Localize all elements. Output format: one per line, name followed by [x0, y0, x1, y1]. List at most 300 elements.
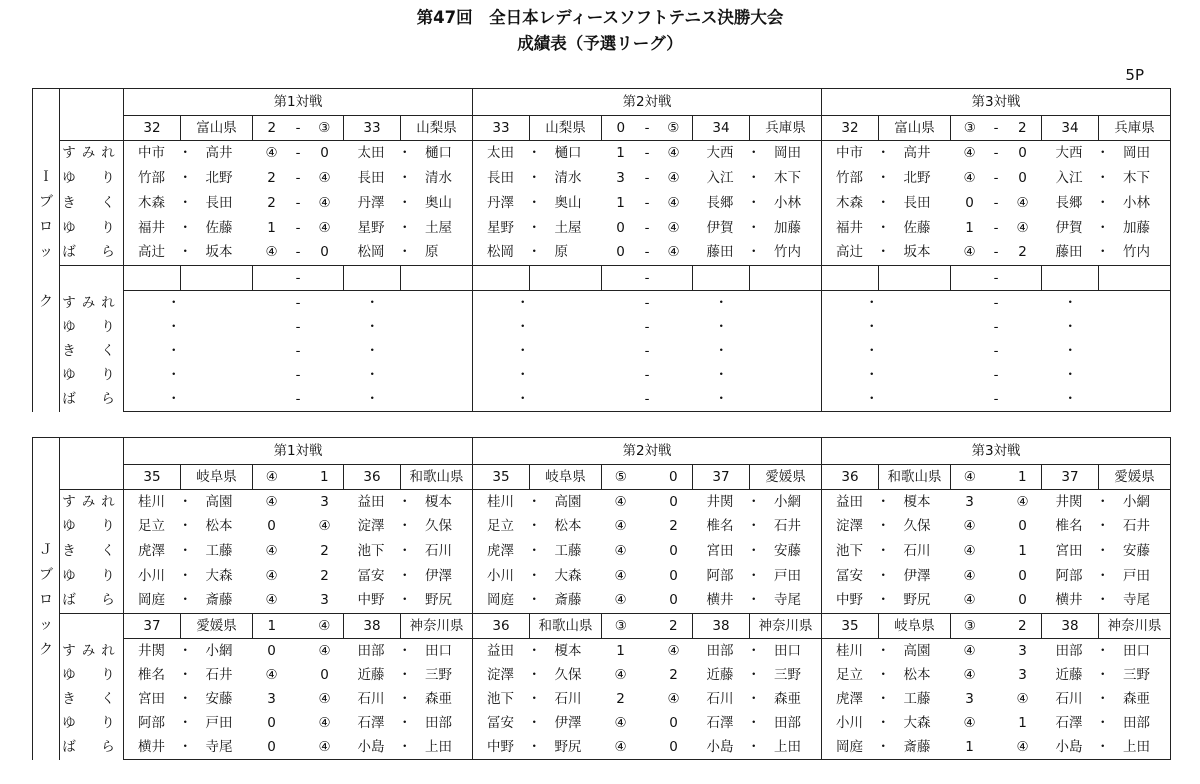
match-score: ④	[318, 715, 331, 731]
score-dash	[640, 588, 655, 613]
player-name: 足立	[487, 518, 514, 534]
player-pair: 長郷 ・ 小林	[693, 190, 822, 215]
player-name: 大森	[205, 567, 233, 584]
match-score: ④	[951, 588, 989, 613]
player-pair: 益田 ・ 榎本	[822, 490, 879, 515]
player-name: 高園	[903, 642, 931, 659]
team-name: 兵庫県	[750, 116, 822, 141]
match-score: ④	[614, 518, 627, 534]
player-pair: 岡庭 ・ 斎藤	[822, 735, 879, 760]
player-name: 宮田	[138, 691, 165, 707]
player-name: 工藤	[554, 542, 582, 559]
player-pair: 高辻 ・ 坂本	[124, 240, 181, 265]
team-number: 37	[124, 613, 181, 638]
team-name: 山梨県	[530, 116, 602, 141]
player-spacer	[879, 363, 951, 387]
match-score	[602, 363, 640, 387]
player-pair: ・	[344, 363, 473, 387]
player-name: 益田	[836, 494, 863, 510]
match-score	[951, 387, 989, 412]
score-dash: -	[640, 387, 655, 412]
player-name: 久保	[425, 518, 452, 534]
player-pair: 田部 ・ 田口	[693, 638, 822, 663]
match-score: 0	[669, 542, 678, 559]
match-score: 0	[253, 638, 291, 663]
player-name: 虎澤	[487, 542, 514, 559]
match-score	[1004, 315, 1042, 339]
score-dash	[989, 588, 1004, 613]
match-score	[602, 339, 640, 363]
player-spacer	[530, 290, 602, 315]
team-score: ④	[306, 613, 344, 638]
player-pair: 宮田 ・ 安藤	[1042, 538, 1171, 563]
team-score	[253, 265, 291, 290]
score-dash	[640, 638, 655, 663]
score-dash	[291, 588, 306, 613]
player-name: 榎本	[554, 642, 582, 659]
match-score: ④	[253, 240, 291, 265]
player-pair: 長郷 ・ 小林	[1042, 190, 1171, 215]
score-dash	[291, 538, 306, 563]
match-score: 0	[1004, 141, 1042, 166]
player-name: 丹澤	[487, 194, 514, 211]
block-label-char	[33, 339, 60, 363]
player-spacer	[181, 363, 253, 387]
row-name-header	[60, 438, 124, 465]
player-pair: 石澤 ・ 田部	[693, 711, 822, 735]
match-score: 0	[669, 715, 678, 731]
player-pair: 中野 ・ 野尻	[473, 735, 530, 760]
player-pair: 石澤 ・ 田部	[1042, 711, 1171, 735]
row-name: き く	[60, 190, 124, 215]
player-name: 小川	[487, 567, 514, 584]
block-label-char: ブ	[33, 190, 60, 215]
player-name: 椎名	[1055, 518, 1083, 534]
player-name: 田部	[357, 642, 385, 659]
player-pair: ・	[344, 290, 473, 315]
player-name: 田口	[1123, 642, 1150, 659]
player-spacer	[530, 387, 602, 412]
match-score: ④	[667, 219, 680, 236]
score-dash: -	[291, 387, 306, 412]
player-name: 田口	[425, 642, 452, 659]
team-name: 岐阜県	[879, 613, 951, 638]
match-score: ④	[614, 542, 627, 559]
block-label-char	[33, 490, 60, 515]
player-name: 斎藤	[903, 739, 931, 755]
player-pair: ・	[822, 363, 879, 387]
team-score	[1004, 265, 1042, 290]
player-name: 竹内	[1123, 244, 1150, 261]
player-name: 福井	[836, 219, 863, 236]
match-score: 2	[616, 691, 625, 707]
page-title: 第47回 全日本レディースソフトテニス決勝大会	[416, 8, 784, 27]
player-name: 石井	[205, 667, 233, 683]
block-label-cell	[33, 116, 60, 141]
player-name: 寺尾	[774, 592, 801, 609]
player-name: 伊澤	[554, 715, 582, 731]
match-score: 1	[1018, 542, 1027, 559]
player-name: 小川	[836, 715, 863, 731]
player-pair: ・	[124, 387, 181, 412]
match-score: ④	[1004, 490, 1042, 515]
row-name: ば ら	[60, 240, 124, 265]
team-number: 32	[822, 116, 879, 141]
match-score: 0	[616, 219, 625, 236]
match-score: ④	[667, 194, 680, 211]
round-header: 第3対戦	[822, 89, 1171, 116]
team-number	[693, 265, 750, 290]
score-dash	[640, 538, 655, 563]
player-name: 樋口	[554, 145, 582, 161]
player-pair: 虎澤 ・ 工藤	[124, 538, 181, 563]
player-name: 松本	[554, 518, 582, 534]
player-name: 工藤	[205, 542, 233, 559]
match-score: ④	[265, 667, 278, 683]
match-score: 3	[306, 490, 344, 515]
player-name: 大森	[554, 567, 582, 584]
player-name: 福井	[138, 219, 165, 236]
player-name: 中市	[138, 145, 165, 161]
player-name: 宮田	[1055, 542, 1083, 559]
player-pair: 福井 ・ 佐藤	[822, 215, 879, 240]
player-name: 斎藤	[205, 592, 233, 609]
team-score: 0	[655, 465, 693, 490]
score-dash: -	[644, 367, 650, 383]
team-number: 37	[693, 465, 750, 490]
row-name: すみれ	[60, 290, 124, 315]
player-pair: 星野 ・ 土屋	[344, 215, 473, 240]
match-score: 0	[267, 715, 276, 731]
score-dash	[989, 465, 1004, 490]
player-pair: ・	[822, 387, 879, 412]
player-name: 椎名	[138, 667, 165, 683]
player-name: 中野	[836, 592, 863, 609]
player-pair: 岡庭 ・ 斎藤	[124, 588, 181, 613]
match-score: 0	[253, 735, 291, 760]
player-pair: 岡庭 ・ 斎藤	[473, 588, 530, 613]
row-name: ゆ り	[60, 663, 124, 687]
player-spacer	[530, 339, 602, 363]
page-subtitle: 成績表（予選リーグ）	[517, 34, 683, 53]
player-name: 太田	[487, 145, 514, 161]
team-number	[344, 265, 401, 290]
score-dash: -	[295, 367, 301, 383]
player-name: 三野	[425, 667, 452, 683]
block-label-char	[33, 265, 60, 290]
match-score: ④	[963, 567, 976, 584]
match-score: 1	[602, 141, 640, 166]
score-dash	[989, 514, 1004, 538]
score-dash: -	[295, 219, 301, 236]
score-dash: -	[993, 194, 999, 211]
player-name: 井関	[138, 642, 165, 659]
match-score: ④	[253, 490, 291, 515]
player-pair: 中野 ・ 野尻	[344, 588, 473, 613]
player-name: 久保	[554, 667, 582, 683]
player-pair: ・	[822, 339, 879, 363]
team-number: 34	[1042, 116, 1099, 141]
player-name: 戸田	[774, 567, 801, 584]
player-pair: ・	[124, 315, 181, 339]
score-dash: -	[291, 240, 306, 265]
match-score: ④	[1004, 735, 1042, 760]
page-number: 5P	[1125, 66, 1144, 84]
player-name: 加藤	[1123, 219, 1150, 236]
player-name: 岡田	[774, 145, 801, 161]
match-score	[951, 363, 989, 387]
match-score: 3	[1018, 667, 1027, 683]
match-score: 0	[602, 240, 640, 265]
player-name: 野尻	[425, 592, 452, 609]
match-score: 0	[669, 567, 678, 584]
team-name: 愛媛県	[750, 465, 822, 490]
match-score: ④	[318, 691, 331, 707]
player-name: 池下	[836, 542, 863, 559]
score-dash	[291, 490, 306, 515]
score-dash: -	[640, 240, 655, 265]
player-name: 井関	[1055, 494, 1083, 510]
match-score	[253, 363, 291, 387]
team-score: ③	[951, 116, 989, 141]
player-name: 清水	[425, 169, 452, 186]
player-name: 長田	[903, 194, 931, 211]
player-pair: 宮田 ・ 安藤	[124, 687, 181, 711]
row-name: ゆ り	[60, 563, 124, 588]
player-name: 小林	[1123, 194, 1150, 211]
match-score: ④	[1016, 219, 1029, 236]
player-pair: 椎名 ・ 石井	[693, 514, 822, 538]
team-score	[602, 265, 640, 290]
row-name: ば ら	[60, 387, 124, 412]
match-score: ④	[655, 141, 693, 166]
player-name: 森亜	[774, 691, 801, 707]
player-pair: 藤田 ・ 竹内	[693, 240, 822, 265]
score-dash: -	[644, 343, 650, 359]
block-label-char	[33, 711, 60, 735]
player-name: 池下	[357, 542, 385, 559]
player-name: 阿部	[1055, 567, 1083, 584]
match-score	[1004, 339, 1042, 363]
player-pair: ・	[473, 387, 530, 412]
score-dash	[640, 514, 655, 538]
player-pair: 近藤 ・ 三野	[1042, 663, 1171, 687]
team-number: 38	[693, 613, 750, 638]
row-name: ゆ り	[60, 215, 124, 240]
match-score: ④	[265, 567, 278, 584]
match-score: ④	[963, 518, 976, 534]
score-dash: -	[291, 290, 306, 315]
team-number: 33	[473, 116, 530, 141]
match-score: 0	[306, 141, 344, 166]
player-pair: ・	[822, 290, 879, 315]
block-label-char: ッ	[33, 240, 60, 265]
player-name: 高園	[554, 494, 582, 510]
player-name: 横井	[1055, 592, 1083, 609]
score-dash: -	[989, 387, 1004, 412]
match-score: ④	[602, 490, 640, 515]
player-name: 石井	[774, 518, 801, 534]
player-name: 高井	[205, 145, 233, 161]
match-score	[602, 290, 640, 315]
match-score: 2	[267, 194, 276, 211]
block-label-char: ロ	[33, 215, 60, 240]
score-dash	[989, 638, 1004, 663]
player-pair: 近藤 ・ 三野	[693, 663, 822, 687]
team-score	[306, 265, 344, 290]
team-name: 和歌山県	[530, 613, 602, 638]
player-name: 高井	[903, 145, 931, 161]
block-label-char: ク	[33, 290, 60, 315]
score-dash: -	[989, 265, 1004, 290]
player-name: 小網	[774, 494, 801, 510]
match-score: 1	[267, 219, 276, 236]
player-name: 土屋	[554, 219, 582, 236]
player-name: 長郷	[1055, 194, 1083, 211]
player-name: 石川	[1055, 691, 1083, 707]
player-name: 高園	[205, 494, 233, 510]
player-pair: 田部 ・ 田口	[1042, 638, 1171, 663]
player-name: 益田	[357, 494, 385, 510]
match-score: ④	[318, 518, 331, 534]
player-pair: ・	[124, 363, 181, 387]
player-name: 阿部	[138, 715, 165, 731]
score-dash	[989, 563, 1004, 588]
score-dash: -	[640, 141, 655, 166]
player-name: 石澤	[1055, 715, 1083, 731]
block-label-char: Ｉ	[33, 165, 60, 190]
player-name: 小川	[138, 567, 165, 584]
block-label-char: ッ	[33, 613, 60, 638]
player-pair: 福井 ・ 佐藤	[124, 215, 181, 240]
player-pair: ・	[693, 363, 822, 387]
block-label-char: Ｊ	[33, 538, 60, 563]
score-dash: -	[993, 343, 999, 359]
player-name: 虎澤	[836, 691, 863, 707]
block-label-char: ブ	[33, 563, 60, 588]
player-pair: 丹澤 ・ 奥山	[473, 190, 530, 215]
score-dash	[291, 687, 306, 711]
score-dash: -	[291, 116, 306, 141]
player-pair: ・	[124, 339, 181, 363]
team-name: 神奈川県	[401, 613, 473, 638]
match-score	[951, 339, 989, 363]
player-name: 上田	[774, 739, 801, 755]
team-score: 2	[655, 613, 693, 638]
player-spacer	[181, 387, 253, 412]
player-name: 淀澤	[487, 667, 514, 683]
team-score: 0	[602, 116, 640, 141]
player-pair: 池下 ・ 石川	[344, 538, 473, 563]
team-name	[879, 265, 951, 290]
match-score: 1	[1018, 715, 1027, 731]
block-label-char	[33, 663, 60, 687]
player-name: 森亜	[425, 691, 452, 707]
player-name: 近藤	[1055, 667, 1083, 683]
player-pair: ・	[693, 315, 822, 339]
player-pair: 宮田 ・ 安藤	[693, 538, 822, 563]
match-score	[1004, 290, 1042, 315]
player-pair: 石川 ・ 森亜	[344, 687, 473, 711]
player-name: 足立	[138, 518, 165, 534]
player-pair: 太田 ・ 樋口	[473, 141, 530, 166]
player-pair: ・	[693, 387, 822, 412]
match-score: 1	[616, 194, 625, 211]
row-name-header	[60, 89, 124, 116]
row-name: ゆ り	[60, 711, 124, 735]
match-score	[655, 339, 693, 363]
score-dash: -	[640, 116, 655, 141]
match-score: 2	[320, 542, 329, 559]
row-name	[60, 613, 124, 638]
player-name: 田部	[706, 642, 734, 659]
player-pair: 藤田 ・ 竹内	[1042, 240, 1171, 265]
player-pair: 井関 ・ 小網	[124, 638, 181, 663]
match-score: 2	[1004, 240, 1042, 265]
player-name: 高辻	[836, 244, 863, 261]
block-label-char	[33, 514, 60, 538]
team-number: 33	[344, 116, 401, 141]
player-name: 佐藤	[205, 219, 233, 236]
player-name: 石澤	[706, 715, 734, 731]
player-pair: 中市 ・ 高井	[124, 141, 181, 166]
player-name: 清水	[554, 169, 582, 186]
match-score: 2	[669, 518, 678, 534]
player-pair: ・	[124, 290, 181, 315]
player-name: 小林	[774, 194, 801, 211]
match-score: 3	[616, 169, 625, 186]
score-dash	[291, 465, 306, 490]
player-name: 藤田	[1055, 244, 1083, 261]
team-name: 富山県	[181, 116, 253, 141]
team-score: ③	[951, 613, 989, 638]
team-score: 1	[306, 465, 344, 490]
score-dash: -	[295, 319, 301, 335]
team-number: 36	[473, 613, 530, 638]
player-pair: 木森 ・ 長田	[822, 190, 879, 215]
player-pair: 淀澤 ・ 久保	[822, 514, 879, 538]
team-name: 神奈川県	[1099, 613, 1171, 638]
team-score: 2	[1004, 613, 1042, 638]
player-name: 椎名	[706, 518, 734, 534]
team-number: 38	[344, 613, 401, 638]
match-score	[306, 339, 344, 363]
score-dash: -	[993, 169, 999, 186]
player-pair: 松岡 ・ 原	[344, 240, 473, 265]
player-name: 樋口	[425, 145, 452, 161]
player-pair: 小島 ・ 上田	[344, 735, 473, 760]
team-score: 1	[1004, 465, 1042, 490]
player-name: 高辻	[138, 244, 165, 261]
player-name: 長田	[205, 194, 233, 211]
match-score: ④	[253, 588, 291, 613]
block-label-char	[33, 387, 60, 412]
team-number: 35	[473, 465, 530, 490]
player-name: 石川	[425, 542, 452, 559]
row-name: き く	[60, 538, 124, 563]
player-name: 岡庭	[138, 592, 165, 609]
player-pair: ・	[344, 387, 473, 412]
player-name: 伊澤	[903, 567, 931, 584]
score-dash: -	[640, 265, 655, 290]
score-dash	[640, 563, 655, 588]
player-pair: 椎名 ・ 石井	[1042, 514, 1171, 538]
player-pair: 石澤 ・ 田部	[344, 711, 473, 735]
player-pair: 太田 ・ 樋口	[344, 141, 473, 166]
player-pair: 椎名 ・ 石井	[124, 663, 181, 687]
score-dash	[291, 711, 306, 735]
player-pair: 小島 ・ 上田	[693, 735, 822, 760]
